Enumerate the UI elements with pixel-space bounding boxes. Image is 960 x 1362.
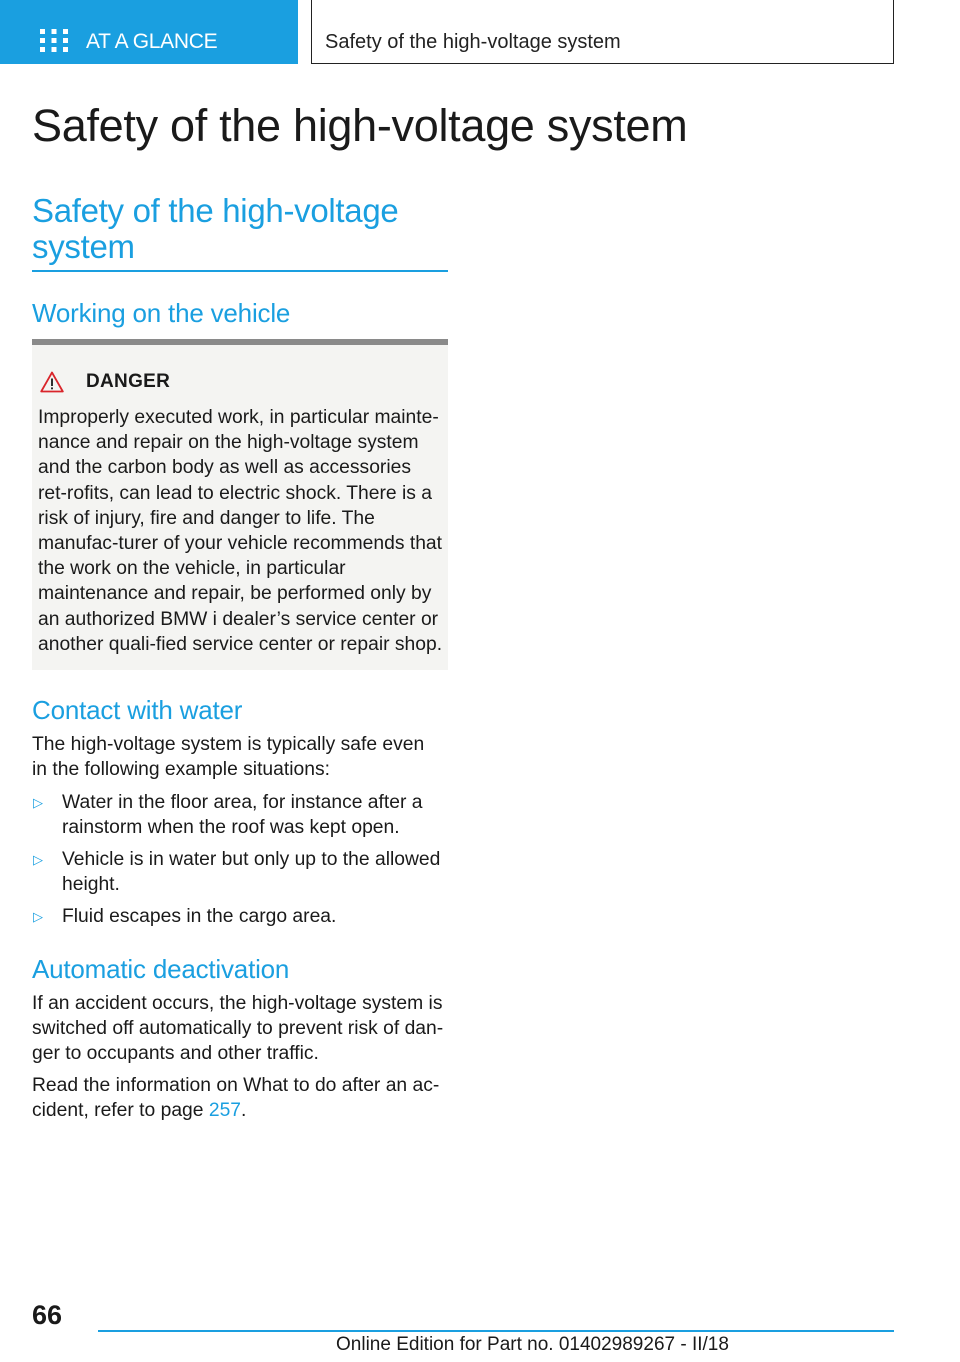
page-reference-link[interactable]: 257 — [208, 1100, 242, 1122]
section-title: Safety of the high-voltage system — [32, 192, 399, 265]
list-item-text: Fluid escapes in the cargo area. — [62, 906, 337, 927]
accident-reference-end: . — [241, 1100, 247, 1122]
bullet-triangle-icon: ▷ — [33, 852, 43, 867]
list-item — [32, 904, 444, 929]
deactivation-paragraph: If an accident occurs, the high-voltage system is switched off automatically to prevent risk of dan-ger to occupants and other traffic. — [32, 993, 444, 1065]
working-title: Working on the vehicle — [32, 298, 291, 328]
water-title: Contact with water — [32, 695, 243, 725]
grid-icon — [40, 29, 68, 52]
list-item — [32, 790, 444, 840]
deactivation-title: Automatic deactivation — [32, 954, 290, 984]
section-divider — [32, 270, 448, 272]
list-item — [32, 847, 444, 897]
bullet-triangle-icon: ▷ — [33, 795, 43, 810]
section-label: AT A GLANCE — [86, 30, 218, 53]
accident-reference-text: Read the information on What to do after an ac-cident, refer to page — [32, 1075, 440, 1122]
bullet-triangle-icon: ▷ — [33, 909, 43, 924]
edition-note: Online Edition for Part no. 01402989267 - II/18 — [336, 1334, 729, 1355]
page-number: 66 — [32, 1300, 63, 1330]
danger-notice — [32, 339, 448, 670]
page-title: Safety of the high-voltage system — [32, 100, 688, 151]
chapter-header[interactable] — [311, 0, 894, 64]
warning-triangle-icon — [40, 371, 64, 393]
section-header[interactable] — [0, 0, 298, 64]
accident-reference-paragraph — [32, 1073, 444, 1123]
danger-heading — [40, 371, 170, 393]
danger-label: DANGER — [86, 371, 171, 392]
water-intro: The high-voltage system is typically safe even in the following example situations: — [32, 734, 425, 781]
list-item-text: Water in the floor area, for instance after a rainstorm when the roof was kept open. — [62, 792, 423, 839]
list-item-text: Vehicle is in water but only up to the allowed height. — [62, 849, 441, 896]
chapter-label: Safety of the high-voltage system — [325, 31, 621, 53]
danger-text: Improperly executed work, in particular mainte-nance and repair on the high-voltage system and the carbon body as well as accessories ret-rofits, can lead to electric shock. There is a risk of injury, fire and danger to life. The manufac-turer of your vehicle recommends that the work on the vehicle, in particular maintenance and repair, be performed only by an authorized BMW i dealer’s service center or another quali-fied service center or repair shop. — [38, 407, 443, 655]
footer-divider — [98, 1330, 894, 1332]
